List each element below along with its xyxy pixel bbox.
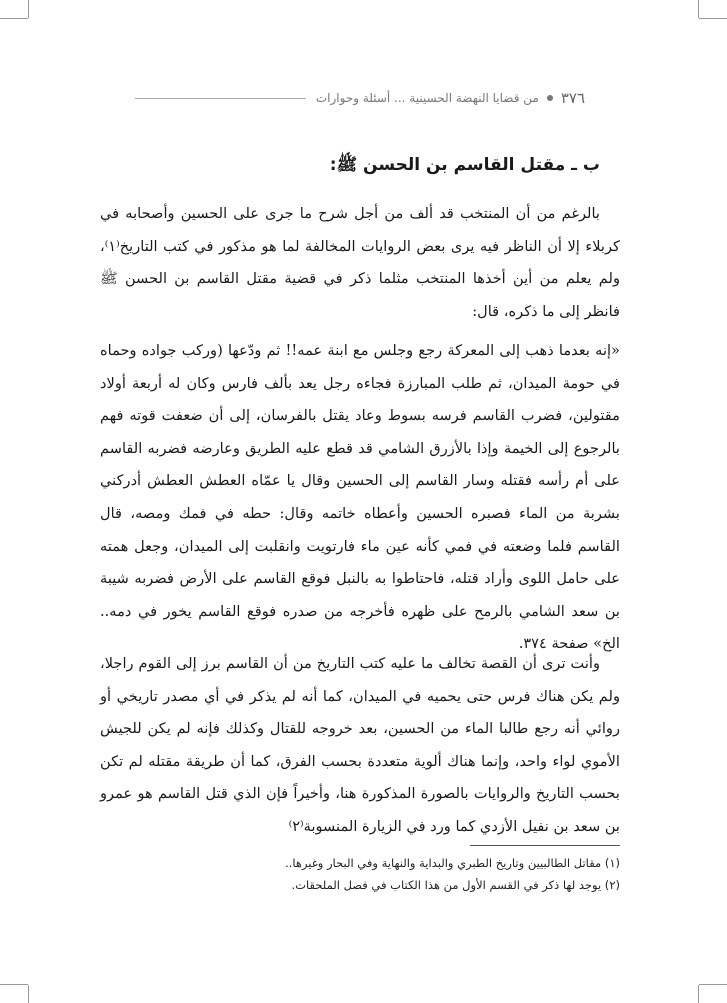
body-paragraph: وأنت ترى أن القصة تخالف ما عليه كتب التاريخ من أن القاسم برز إلى القوم راجلا، ولم يكن هناك فرس حتى يحميه في الميدان، كما أنه لم يذكر في أي مصدر تاريخي أو روائي أنه رجع طالبا الماء من الحسين، بعد خروجه للقتال وكذلك فإنه لم يكن للجيش الأموي لواء واحد، وإنما هناك ألوية متعددة بحسب الفرق، كما أن طريقة مقتله لم تكن بحسب التاريخ والروايات بالصورة المذكورة هنا، وأخيراً فإن الذي قتل القاسم هو عمرو بن سعد بن نفيل الأزدي كما ورد في الزيارة المنسوبة⁽٢⁾ [100, 655, 620, 835]
bullet-dot-icon [547, 95, 553, 101]
crop-mark [0, 18, 28, 19]
crop-mark [698, 985, 699, 1003]
crop-mark [699, 984, 727, 985]
section-heading: ب ـ مقتل القاسم بن الحسن ﷺ: [329, 155, 600, 175]
crop-mark [28, 985, 29, 1003]
footnote-separator [470, 845, 620, 846]
page-header [135, 86, 585, 110]
quote-paragraph: «إنه بعدما ذهب إلى المعركة رجع وجلس مع ابنة عمه!! ثم ودّعها (وركب جواده وحماه في حومة الميدان، ثم طلب المبارزة فجاءه رجل يعد بألف فارس وكان له أربعة أولاد مقتولين، فضرب القاسم فرسه بسوط وعاد يقتل بالفرسان، إلى أن ضعفت قوته فهم بالرجوع إلى الخيمة وإذا بالأزرق الشامي قد قطع عليه الطريق وعارضه فضربه القاسم على أم رأسه فقتله وسار القاسم إلى الحسين وقال يا عمّاه العطش العطش أدركني بشربة من الماء فصبره الحسين وأعطاه خاتمه وقال: حطه في فمك ومصه، قال القاسم فلما وضعته في فمي كأنه عين ماء فارتويت وانقلبت إلى الميدان، وجعل همته على حامل اللوى وأراد قتله، فاحتاطوا به بالنبل فوقع القاسم على الأرض فضربه شيبة بن سعد الشامي بالرمح على ظهره فأخرجه من صدره فوقع القاسم يخور في دمه.. الخ» صفحة ٣٧٤. [100, 342, 620, 653]
crop-mark [0, 984, 28, 985]
running-title: من قضايا النهضة الحسينية ... أسئلة وحوارات [315, 91, 539, 105]
page-number: ٣٧٦ [560, 89, 585, 107]
footnote-2: (٢) يوجد لها ذكر في القسم الأول من هذا الكتاب في فصل الملحقات. [291, 878, 620, 892]
crop-mark [698, 0, 699, 18]
crop-mark [28, 0, 29, 18]
footnotes [150, 852, 620, 896]
header-rule [135, 98, 306, 99]
footnote-1: (١) مقاتل الطالبيين وتاريخ الطبري والبداية والنهاية وفي البحار وغيرها.. [285, 856, 620, 870]
body-paragraph: بالرغم من أن المنتخب قد ألف من أجل شرح ما جرى على الحسين وأصحابه في كربلاء إلا أن الناظر فيه يرى بعض الروايات المخالفة لما هو مذكور في كتب التاريخ⁽١⁾، ولم يعلم من أين أخذها المنتخب مثلما ذكر في قضية مقتل القاسم بن الحسن ﷺ فانظر إلى ما ذكره، قال: [100, 205, 620, 320]
crop-mark [699, 18, 727, 19]
